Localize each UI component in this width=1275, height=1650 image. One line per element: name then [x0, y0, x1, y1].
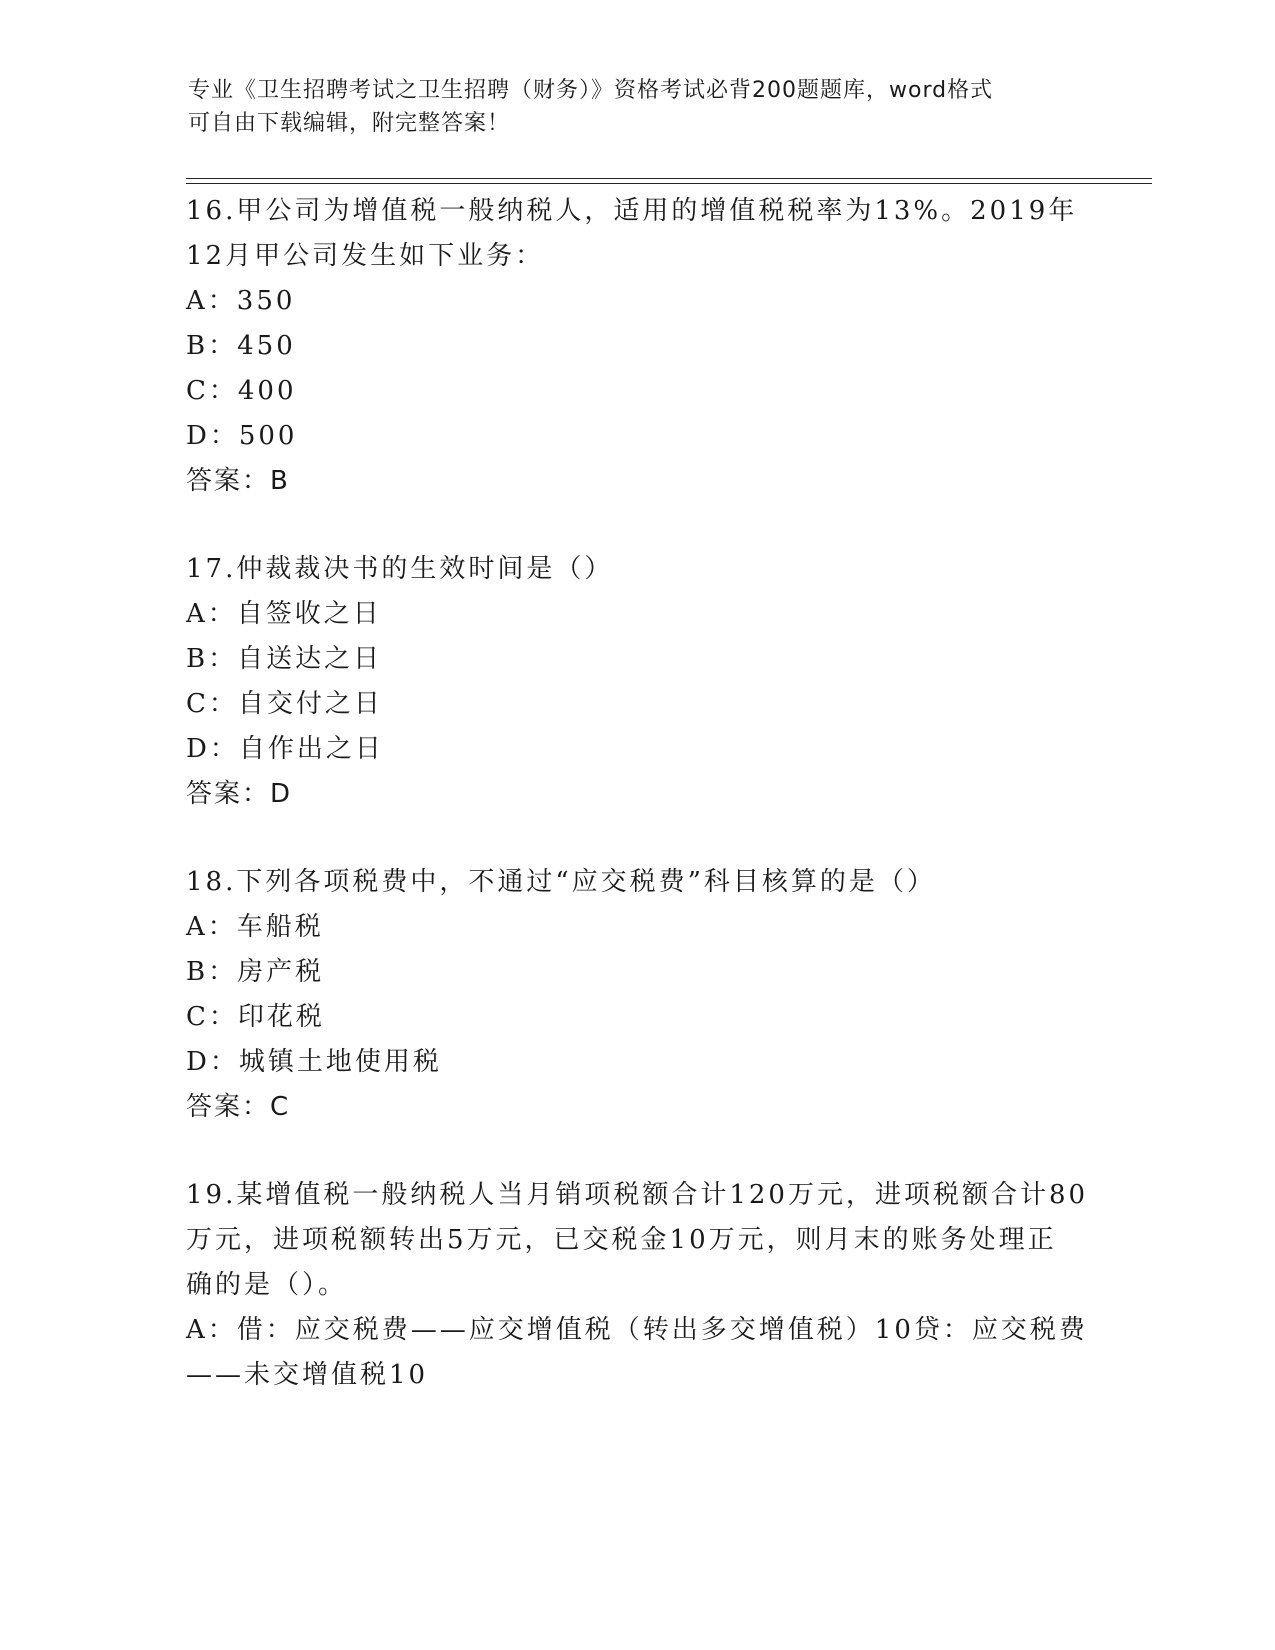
question-16	[186, 189, 1106, 504]
question-text: 17.仲裁裁决书的生效时间是（）	[186, 554, 614, 584]
option-a: A：350	[186, 286, 296, 316]
option-d: D：城镇土地使用税	[186, 1047, 442, 1077]
document-header	[188, 74, 1088, 140]
header-divider-top	[186, 178, 1152, 179]
option-a: A：借：应交税费——应交增值税（转出多交增值税）10贷：应交税费	[186, 1315, 1088, 1345]
option-d: D：500	[186, 421, 298, 451]
question-18	[186, 860, 1106, 1130]
question-list	[186, 189, 1106, 1441]
header-line: 可自由下载编辑，附完整答案！	[188, 111, 511, 136]
option-a-continued: ——未交增值税10	[186, 1360, 429, 1390]
question-text: 16.甲公司为增值税一般纳税人，适用的增值税税率为13%。2019年	[186, 196, 1078, 226]
question-text: 万元，进项税额转出5万元，已交税金10万元，则月末的账务处理正	[186, 1225, 1057, 1255]
header-line: 专业《卫生招聘考试之卫生招聘（财务）》资格考试必背200题题库，word格式	[188, 78, 994, 103]
option-a: A：车船税	[186, 912, 324, 942]
question-text: 18.下列各项税费中，不通过“应交税费”科目核算的是（）	[186, 867, 936, 897]
answer: 答案：C	[186, 1092, 291, 1122]
option-c: C：印花税	[186, 1002, 325, 1032]
option-d: D：自作出之日	[186, 734, 384, 764]
question-19	[186, 1173, 1106, 1398]
option-b: B：自送达之日	[186, 644, 383, 674]
option-c: C：400	[186, 376, 297, 406]
answer: 答案：D	[186, 779, 293, 809]
option-b: B：450	[186, 331, 296, 361]
question-text: 12月甲公司发生如下业务：	[186, 241, 545, 271]
question-17	[186, 547, 1106, 817]
option-b: B：房产税	[186, 957, 325, 987]
question-text: 确的是（）。	[186, 1270, 348, 1300]
header-divider-bottom	[186, 183, 1152, 184]
option-a: A：自签收之日	[186, 599, 382, 629]
question-text: 19.某增值税一般纳税人当月销项税额合计120万元，进项税额合计80	[186, 1180, 1089, 1210]
option-c: C：自交付之日	[186, 689, 383, 719]
answer: 答案：B	[186, 466, 290, 496]
